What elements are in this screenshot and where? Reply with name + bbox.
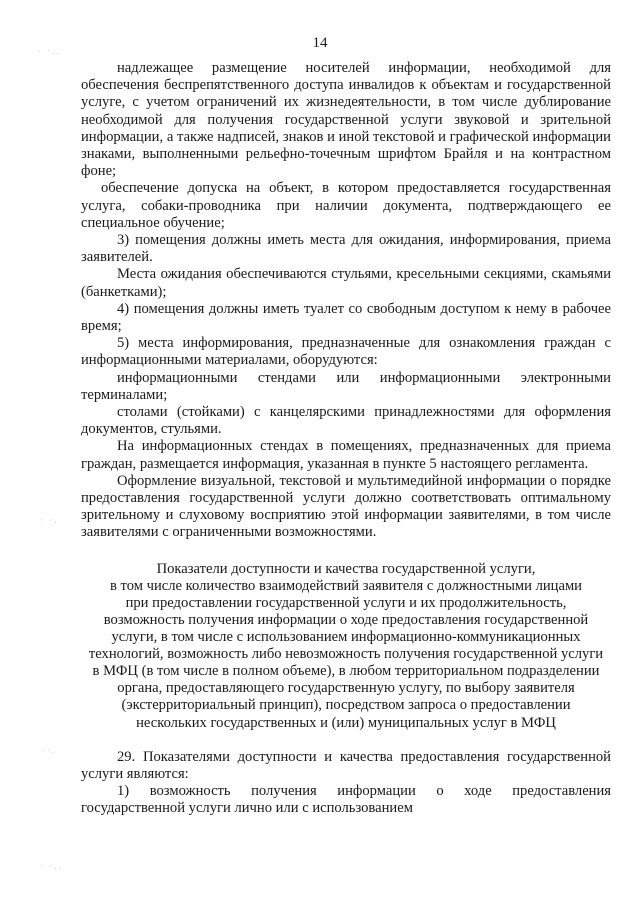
page-number: 14 xyxy=(312,35,328,51)
heading-line: технологий, возможность либо невозможность получения государственной услуги xyxy=(88,646,604,663)
heading-line: в том числе количество взаимодействий заявителя с должностными лицами xyxy=(110,577,582,594)
scan-artifact: ··. xyxy=(42,745,57,755)
paragraph: 29. Показателями доступности и качества предоставления государственной услуги являются: xyxy=(81,748,611,782)
scan-artifact: · ·.. xyxy=(40,861,63,871)
heading-line: в МФЦ (в том числе в полном объеме), в любом территориальном подразделении xyxy=(92,663,600,680)
paragraph: 4) помещения должны иметь туалет со свободным доступом к нему в рабочее время; xyxy=(81,300,611,335)
spacer xyxy=(81,732,611,749)
heading-line: Показатели доступности и качества государственной услуги, xyxy=(156,560,536,577)
paragraph: 1) возможность получения информации о ходе предоставления государственной услуги лично или с использованием xyxy=(81,783,611,817)
paragraph: информационными стендами или информационными электронными терминалами; xyxy=(81,369,611,403)
paragraph: 5) места информирования, предназначенные для ознакомления граждан с информационными материалами, оборудуются: xyxy=(81,335,611,369)
heading-line: нескольких государственных и (или) муниципальных услуг в МФЦ xyxy=(136,714,556,731)
section-heading xyxy=(81,561,611,732)
paragraph: Места ожидания обеспечиваются стульями, кресельными секциями, скамьями (банкетками); xyxy=(81,266,611,300)
heading-line: (экстерриториальный принцип), посредством запроса о предоставлении xyxy=(121,697,571,714)
document-body xyxy=(81,60,611,817)
heading-line: органа, предоставляющего государственную услугу, по выбору заявителя xyxy=(117,680,575,697)
heading-line: возможность получения информации о ходе предоставления государственной xyxy=(103,611,589,628)
paragraph: Оформление визуальной, текстовой и мультимедийной информации о порядке предоставления государственной услуги должно соответствовать оптимальному зрительному и слуховому восприятию этой информации заявителями, в том числе заявителями с ограниченными возможностями. xyxy=(81,472,611,541)
paragraph: 3) помещения должны иметь места для ожидания, информирования, приема заявителей. xyxy=(81,232,611,266)
heading-line: при предоставлении государственной услуги и их продолжительность, xyxy=(125,594,567,611)
paragraph: надлежащее размещение носителей информации, необходимой для обеспечения беспрепятственного доступа инвалидов к объектам и государственной услуге, с учетом ограничений их жизнедеятельности, в том числе дублирование необходимой для получения государственной услуги звуковой и зрительной информации, а также надписей, знаков и иной текстовой и графической информации знаками, выполненными рельефно-точечным шрифтом Брайля и на контрастном фоне; xyxy=(81,60,611,180)
heading-line: услуги, в том числе с использованием информационно-коммуникационных xyxy=(111,629,581,646)
scan-artifact: · ·. xyxy=(40,515,59,525)
paragraph: обеспечение допуска на объект, в котором предоставляется государственная услуга, собаки-проводника при наличии документа, подтверждающего ее специальное обучение; xyxy=(81,180,611,231)
paragraph: столами (стойками) с канцелярскими принадлежностями для оформления документов, стульями. xyxy=(81,404,611,438)
scan-artifact: · ·.. xyxy=(38,46,61,56)
paragraph: На информационных стендах в помещениях, предназначенных для приема граждан, размещается информация, указанная в пункте 5 настоящего регламента. xyxy=(81,438,611,472)
